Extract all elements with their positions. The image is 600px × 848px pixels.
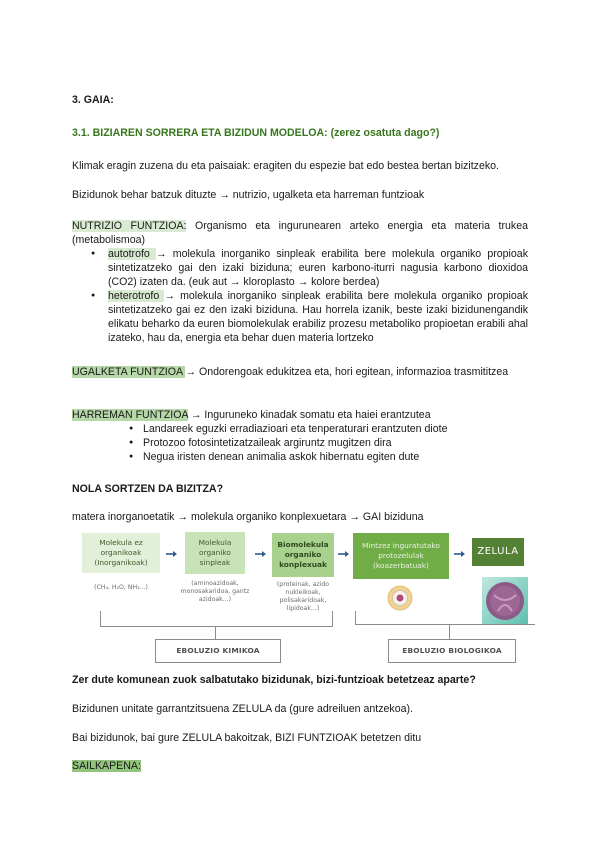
evolution-diagram: [72, 528, 532, 670]
autotrofo-text: → molekula inorganiko sinpleak erabilita bere molekula organiko propioak sintetizatzeko gai den izaki biziduna; euren karbono-iturri nagusia karbono dioxidoa (CO2) izaten da. (euk aut → kloroplasto → kolore berdea): [108, 248, 528, 288]
diagram-box-protocells: Mintzez inguratutako protozelulak (koazerbatuak): [353, 533, 449, 579]
arrow-right-icon: [338, 550, 350, 558]
harreman-section: [72, 408, 528, 422]
paragraph-klimak: Klimak eragin zuzena du eta paisaiak: eragiten du espezie bat edo bestea bertan bizitzeko.: [72, 160, 499, 172]
group-biological-evolution: EBOLUZIO BIOLOGIKOA: [388, 639, 516, 663]
harreman-label: HARREMAN FUNTZIOA: [72, 409, 188, 421]
bracket-chemical: [100, 611, 333, 627]
list-item: ● Negua iristen denean animalia askok hibernatu egiten dute: [72, 450, 528, 464]
sailkapena-section: [72, 759, 528, 773]
paragraph-bai: Bai bizidunok, bai gure ZELULA bakoitzak, BIZI FUNTZIOAK betetzen ditu: [72, 732, 422, 744]
list-item: ● Landareek eguzki erradiazioari eta tenperaturari erantzuten diote: [72, 422, 528, 436]
list-item: ● Protozoo fotosintetizatzaileak argiruntz mugitzen dira: [72, 436, 528, 450]
question-heading: Zer dute komunean zuok salbatutako bizidunak, bizi-funtzioak betetzeaz aparte?: [72, 674, 476, 686]
list-item-autotrofo: [72, 247, 528, 289]
arrow-right-icon: [166, 550, 178, 558]
ugalketa-section: [72, 365, 528, 379]
paragraph-unitate: Bizidunen unitate garrantzitsuena ZELULA da (gure adreiluen antzekoa).: [72, 703, 413, 715]
diagram-note-inorganic: (CH₄, H₂O, NH₃...): [94, 584, 148, 591]
protocell-image: [387, 585, 413, 611]
arrow-right-icon: [454, 550, 466, 558]
stem-chemical: [215, 627, 216, 639]
ugalketa-label: UGALKETA FUNTZIOA: [72, 366, 186, 378]
term-heterotrofo: heterotrofo: [108, 290, 165, 302]
term-autotrofo: autotrofo: [108, 248, 156, 260]
nutrizio-label: NUTRIZIO FUNTZIOA:: [72, 220, 187, 232]
nutrizio-text: Organismo eta ingurunearen arteko energia eta materia trukea (metabolismoa): [72, 220, 529, 246]
diagram-box-zelula: ZELULA: [472, 538, 524, 566]
arrow-right-icon: [255, 550, 267, 558]
bracket-biological: [355, 611, 535, 625]
diagram-box-inorganic: Molekula ez organikoak (Inorganikoak): [82, 533, 160, 573]
diagram-box-simple-organic: Molekula organiko sinpleak: [185, 532, 245, 574]
list-item-heterotrofo: [72, 289, 528, 345]
nutrizio-list: [72, 247, 528, 345]
ugalketa-text: → Ondorengoak edukitzea eta, hori egitean, informazioa trasmititzea: [185, 366, 509, 378]
chapter-title: 3. GAIA:: [72, 94, 114, 106]
section-title: 3.1. BIZIAREN SORRERA ETA BIZIDUN MODELOA: (zerez osatuta dago?): [72, 127, 440, 139]
diagram-note-simple-organic: (aminoazidoak, monosakaridoa, gantz azidoak...): [180, 580, 250, 603]
nola-title: NOLA SORTZEN DA BIZITZA?: [72, 483, 224, 495]
heterotrofo-text: → molekula inorganiko sinpleak erabilita bere molekula organiko propioak sintetizatzeko gai ez den izaki biziduna. Hau horrela izanik, beste izaki bizidunengandik elikatu beharko da euren biomolekulak erabiliz prozesu metaboliko propioetan erabili ahal izateko, hau da, energia eta behar duen materia lortzeko: [108, 290, 528, 344]
harreman-list: [72, 422, 528, 464]
sailkapena-label: SAILKAPENA:: [72, 760, 141, 772]
nutrizio-section: [72, 219, 528, 247]
stem-biological: [449, 625, 450, 639]
diagram-box-complex-biomolecules: Biomolekula organiko konplexuak: [272, 533, 334, 577]
harreman-text: → Inguruneko kinadak somatu eta haiei erantzutea: [187, 409, 431, 421]
diagram-note-complex-biomolecules: (proteinak, azido nukleikoak, polisakaridoak, lipidoak...): [276, 581, 330, 612]
paragraph-bizidunok: Bizidunok behar batzuk dituzte → nutrizio, ugalketa eta harreman funtzioak: [72, 189, 425, 201]
nola-text: matera inorganoetatik → molekula organiko konplexuetara → GAI biziduna: [72, 511, 424, 523]
group-chemical-evolution: EBOLUZIO KIMIKOA: [155, 639, 281, 663]
